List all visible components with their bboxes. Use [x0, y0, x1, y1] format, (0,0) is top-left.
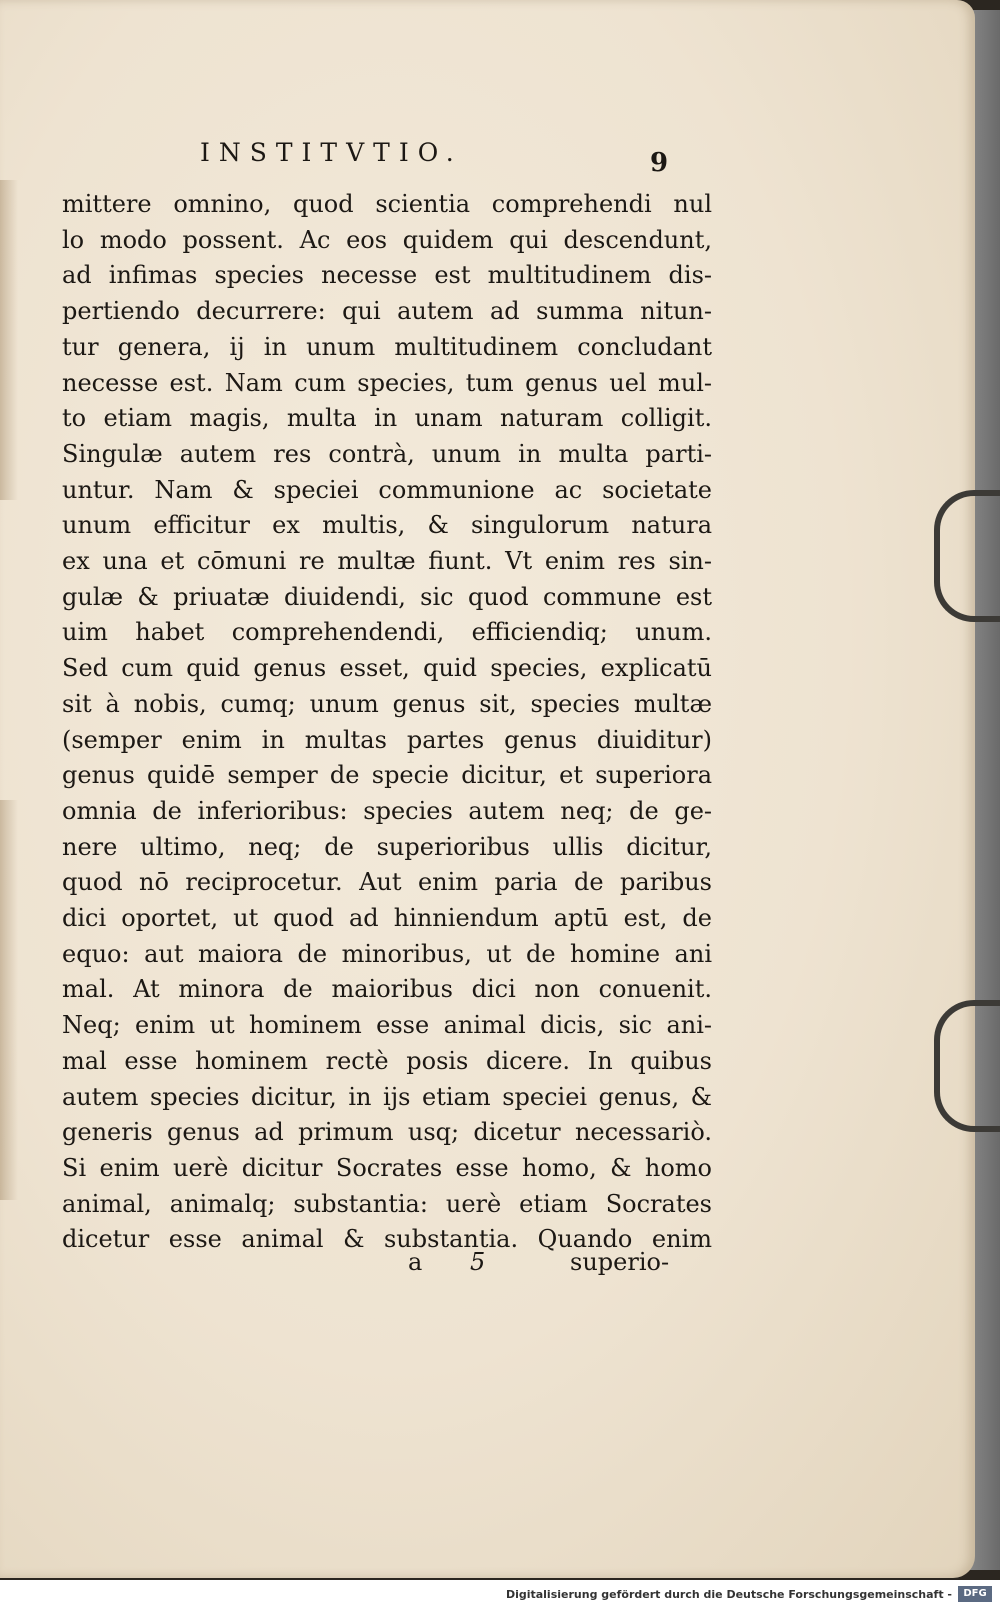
text-line: uim habet comprehendendi, efficiendiq; unum. — [62, 618, 712, 647]
catchword: superio- — [570, 1248, 670, 1276]
text-line: equo: aut maiora de minoribus, ut de homine ani — [62, 939, 712, 968]
text-line: gulæ & priuatæ diuidendi, sic quod commune est — [62, 582, 712, 611]
text-line: untur. Nam & speciei communione ac societate — [62, 475, 712, 504]
text-line: autem species dicitur, in ijs etiam speciei genus, & — [62, 1082, 712, 1111]
dfg-logo: DFG — [958, 1586, 992, 1602]
footer-credit: Digitalisierung gefördert durch die Deutsche Forschungsgemeinschaft - — [505, 1588, 952, 1601]
text-line: necesse est. Nam cum species, tum genus uel mul- — [62, 368, 712, 397]
text-line: generis genus ad primum usq; dicetur necessariò. — [62, 1118, 712, 1147]
text-line: (semper enim in multas partes genus diuiditur) — [62, 725, 712, 754]
text-line: to etiam magis, multa in unam naturam colligit. — [62, 404, 712, 433]
text-line: ex una et cōmuni re multæ fiunt. Vt enim res sin- — [62, 547, 712, 575]
margin-stain — [0, 180, 18, 500]
text-line: mittere omnino, quod scientia comprehendi nul — [62, 190, 712, 218]
clip-ring — [934, 490, 1000, 622]
text-line: omnia de inferioribus: species autem neq; de ge- — [62, 796, 712, 825]
clip-ring — [934, 1000, 1000, 1132]
digitization-footer — [0, 1580, 1000, 1611]
signature-mark: a — [408, 1248, 423, 1276]
text-line: lo modo possent. Ac eos quidem qui descendunt, — [62, 225, 712, 254]
text-line: nere ultimo, neq; de superioribus ullis dicitur, — [62, 832, 712, 861]
text-line: tur genera, ij in unum multitudinem concludant — [62, 332, 712, 361]
margin-stain — [0, 800, 18, 1200]
running-head: INSTITVTIO. — [200, 138, 463, 167]
text-line: unum efficitur ex multis, & singulorum natura — [62, 511, 712, 540]
text-line: ad infimas species necesse est multitudinem dis- — [62, 261, 712, 290]
text-line: pertiendo decurrere: qui autem ad summa nitun- — [62, 297, 712, 326]
text-line: Singulæ autem res contrà, unum in multa parti- — [62, 439, 712, 468]
signature-number: 5 — [470, 1248, 486, 1276]
text-line: Sed cum quid genus esset, quid species, explicatū — [62, 654, 712, 683]
text-line: dicetur esse animal & substantia. Quando enim — [62, 1225, 712, 1254]
text-line: Neq; enim ut hominem esse animal dicis, sic ani- — [62, 1011, 712, 1040]
page-number: 9 — [650, 148, 669, 178]
text-line: dici oportet, ut quod ad hinniendum aptū est, de — [62, 904, 712, 932]
text-line: genus quidē semper de specie dicitur, et superiora — [62, 761, 712, 790]
text-line: Si enim uerè dicitur Socrates esse homo, & homo — [62, 1153, 712, 1182]
text-line: mal esse hominem rectè posis dicere. In quibus — [62, 1046, 712, 1075]
text-line: mal. At minora de maioribus dici non conuenit. — [62, 975, 712, 1004]
text-line: quod nō reciprocetur. Aut enim paria de paribus — [62, 868, 712, 897]
text-line: animal, animalq; substantia: uerè etiam Socrates — [62, 1189, 712, 1218]
text-line: sit à nobis, cumq; unum genus sit, species multæ — [62, 689, 712, 718]
